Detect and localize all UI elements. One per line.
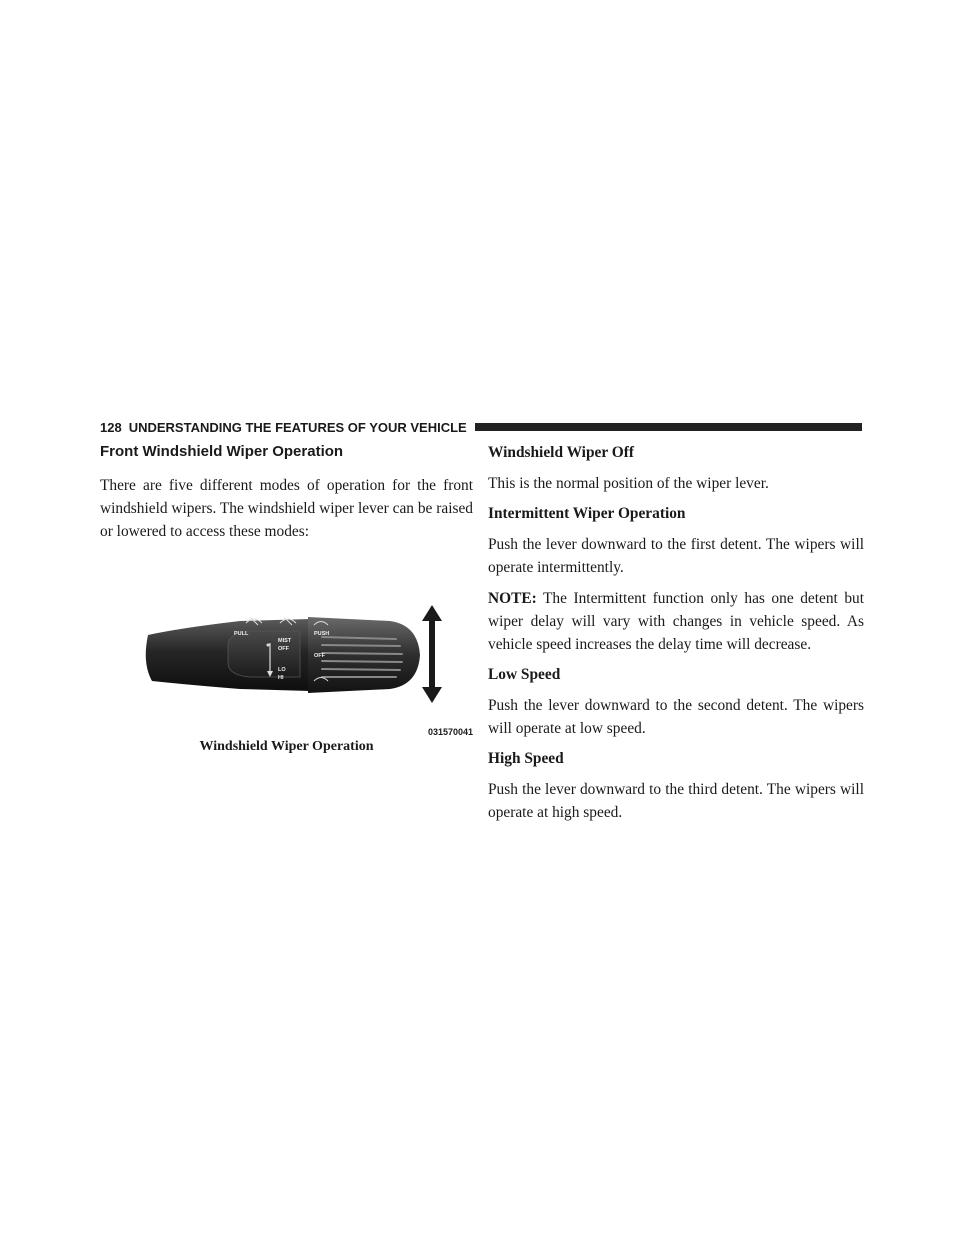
label-off: OFF [278,646,289,652]
label-push: PUSH [314,631,330,637]
label-hi: HI [278,675,284,681]
note-label: NOTE: [488,590,537,607]
label-lo: LO [278,667,286,673]
section-title: Front Windshield Wiper Operation [100,443,344,460]
heading-wiper-off: Windshield Wiper Off [488,444,634,461]
left-column [100,442,473,821]
right-column [488,442,864,832]
running-header [100,417,862,437]
figure-caption: Windshield Wiper Operation [199,739,374,754]
heading-intermittent: Intermittent Wiper Operation [488,505,686,522]
heading-low-speed: Low Speed [488,666,561,683]
intro-paragraph: There are five different modes of operation for the front windshield wipers. The windshield wiper lever can be raised or lowered to access these modes: [100,477,473,540]
page-number: 128 [100,419,122,435]
para-high-speed: Push the lever downward to the third detent. The wipers will operate at high speed. [488,781,864,821]
figure-id: 031570041 [427,727,473,737]
wiper-figure [100,573,473,821]
note-text: The Intermittent function only has one detent but wiper delay will vary with changes in vehicle speed. As vehicle speed increases the delay time will decrease. [488,590,864,653]
label-mist: MIST [278,638,292,644]
wiper-lever-illustration [100,573,473,733]
header-rule [475,423,862,431]
up-down-arrow-icon [422,605,442,703]
para-intermittent: Push the lever downward to the first detent. The wipers will operate intermittently. [488,536,864,576]
label-pull: PULL [234,631,249,637]
note-paragraph [488,587,864,656]
heading-high-speed: High Speed [488,750,564,767]
para-wiper-off: This is the normal position of the wiper lever. [488,475,769,492]
para-low-speed: Push the lever downward to the second detent. The wipers will operate at low speed. [488,697,864,737]
label-off-rear: OFF [314,653,325,659]
running-title: UNDERSTANDING THE FEATURES OF YOUR VEHICLE [128,419,467,435]
